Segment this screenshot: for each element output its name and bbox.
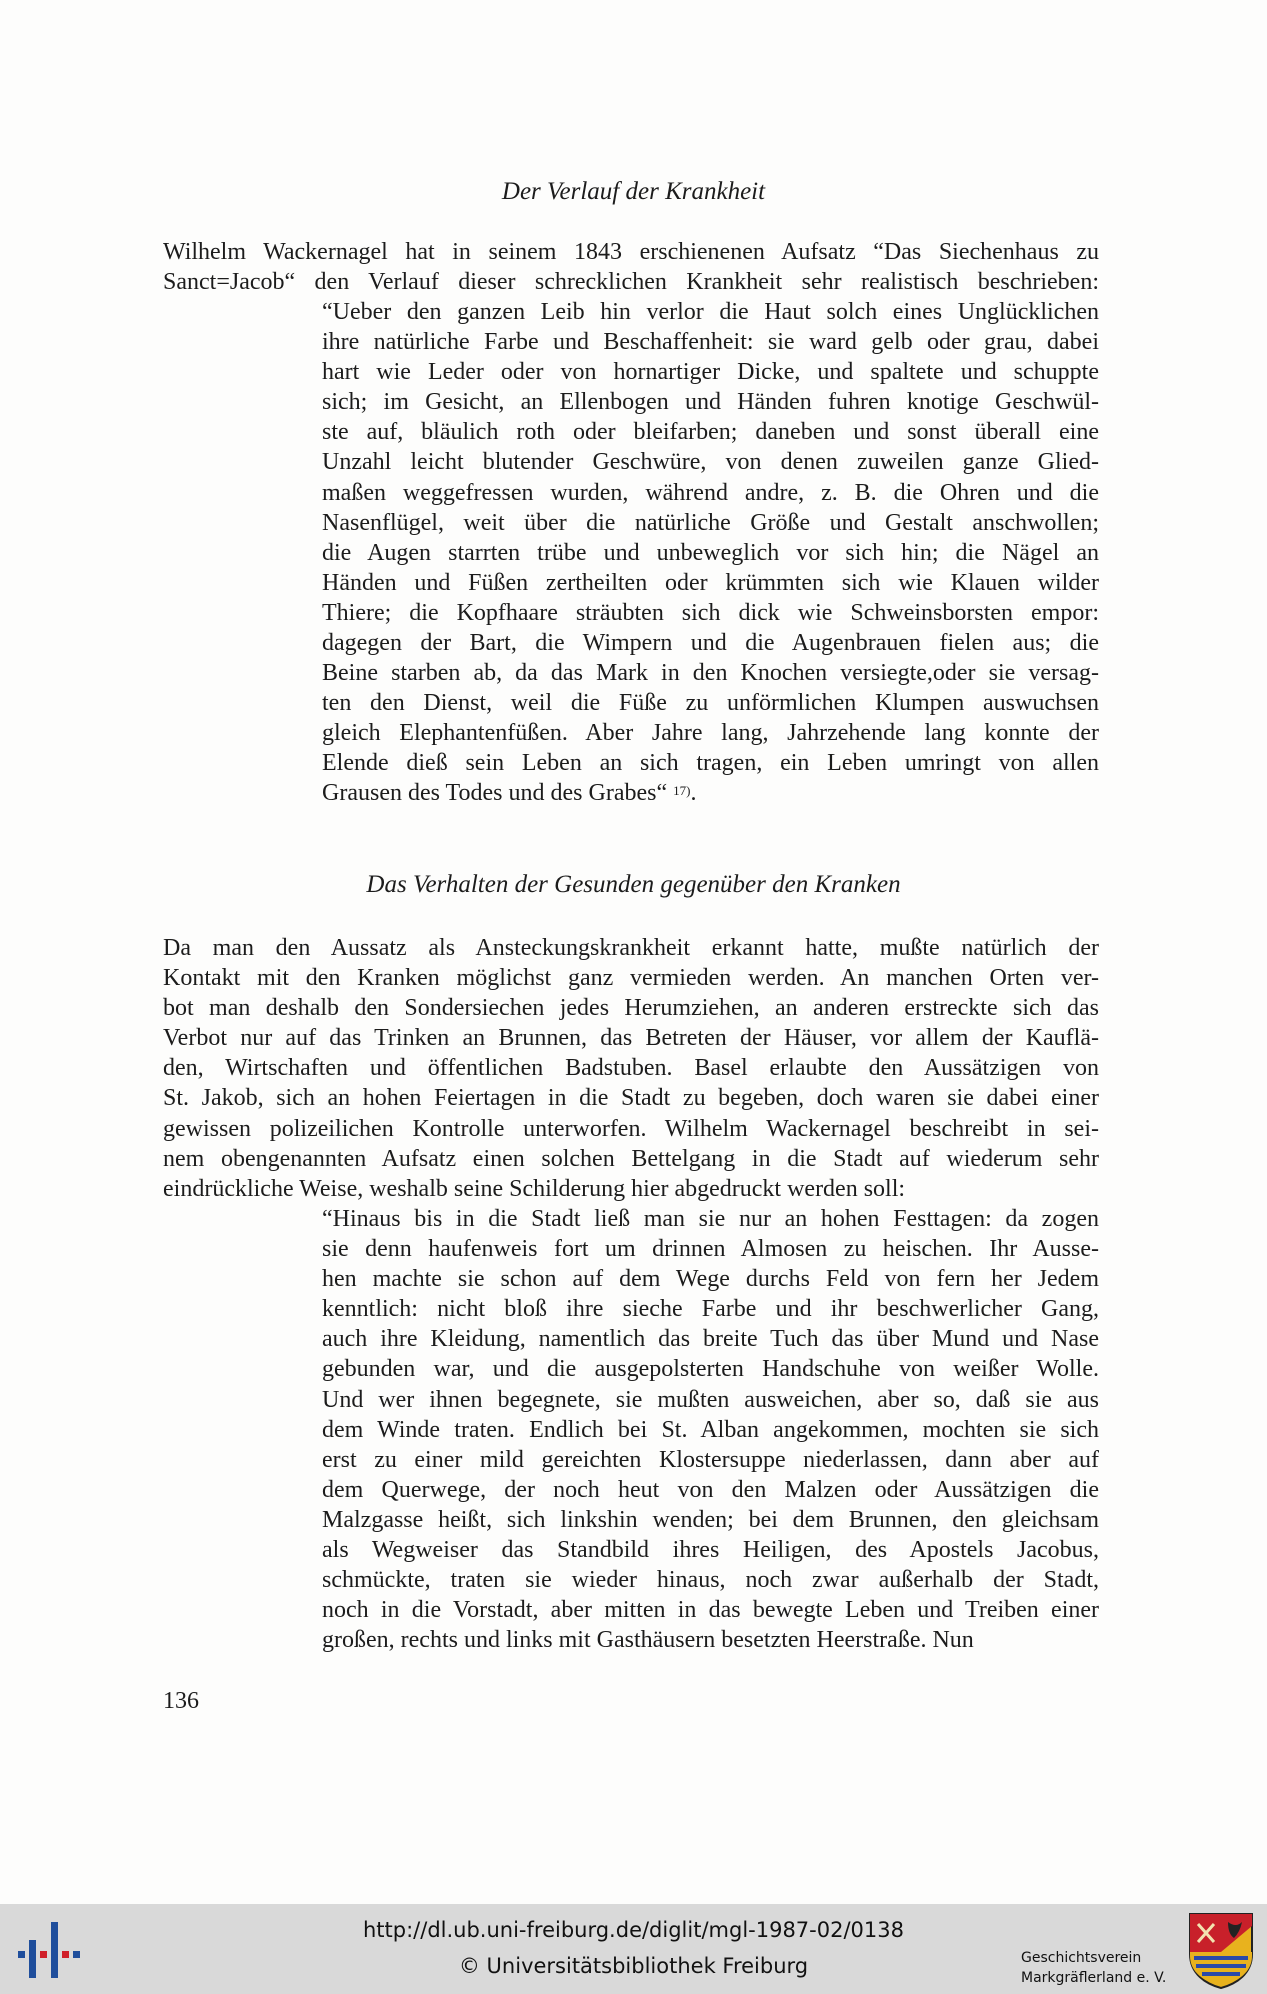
quote-line: hart wie Leder oder von hornartiger Dicke, und spaltete und schuppte [322,359,1099,386]
quote-line: gebunden war, und die ausgepolsterten Handschuhe von weißer Wolle. [322,1356,1099,1383]
quote-block-1-last-line [322,778,1099,808]
footnote-ref: 17) [673,783,691,798]
coat-of-arms-icon [1188,1912,1254,1990]
quote-line: dem Winde traten. Endlich bei St. Alban angekommen, mochten sie sich [322,1416,1099,1443]
quote-text: Grausen des Todes und des Grabes“ [322,780,668,806]
paragraph-line: gewissen polizeilichen Kontrolle unterworfen. Wilhelm Wackernagel beschreibt in sei- [163,1115,1099,1142]
quote-line: ten den Dienst, weil die Füße zu unförmlichen Klumpen auswuchsen [322,690,1099,717]
page-number: 136 [163,1688,199,1714]
quote-line: “Hinaus bis in die Stadt ließ man sie nur an hohen Festtagen: da zogen [322,1206,1099,1232]
paragraph-line: nem obengenannten Aufsatz einen solchen Bettelgang in die Stadt auf wiederum sehr [163,1145,1099,1172]
quote-line: großen, rechts und links mit Gasthäusern besetzten Heerstraße. Nun [322,1627,974,1654]
paragraph-line: Verbot nur auf das Trinken an Brunnen, das Betreten der Häuser, vor allem der Kauflä- [163,1025,1099,1052]
permalink-url[interactable]: http://dl.ub.uni-freiburg.de/diglit/mgl-1987-02/0138 [362,1918,904,1942]
quote-line: Unzahl leicht blutender Geschwüre, von denen zuweilen ganze Glied- [322,449,1099,476]
body-paragraph-last-line [163,1174,1099,1204]
quote-line: maßen weggefressen wurden, während andre, z. B. die Ohren und die [322,479,1099,506]
quote-line: Elende dieß sein Leben an sich tragen, ein Leben umringt von allen [322,750,1099,777]
quote-line: kenntlich: nicht bloß ihre sieche Farbe und ihr beschwerlicher Gang, [322,1296,1099,1323]
quote-line: dagegen der Bart, die Wimpern und die Augenbrauen fielen aus; die [322,630,1099,657]
quote-line: sie denn haufenweis fort um drinnen Almosen zu heischen. Ihr Ausse- [322,1236,1099,1263]
quote-line: ste auf, bläulich roth oder bleifarben; daneben und sonst überall eine [322,419,1099,446]
paragraph-line: Wilhelm Wackernagel hat in seinem 1843 erschienenen Aufsatz “Das Siechenhaus zu [163,239,1099,265]
quote-block-1 [322,297,1099,779]
paragraph-line: Kontakt mit den Kranken möglichst ganz vermieden werden. An manchen Orten ver- [163,965,1099,992]
quote-line: ihre natürliche Farbe und Beschaffenheit: sie ward gelb oder grau, dabei [322,329,1099,356]
quote-line: gleich Elephantenfüßen. Aber Jahre lang, Jahrzehende lang konnte der [322,720,1099,747]
body-paragraph [163,933,1099,1174]
quote-line: Nasenflügel, weit über die natürliche Größe und Gestalt anschwollen; [322,509,1099,536]
quote-line: sich; im Gesicht, an Ellenbogen und Händen fuhren knotige Geschwül- [322,389,1099,416]
intro-paragraph [163,237,1099,297]
quote-line: als Wegweiser das Standbild ihres Heiligen, des Apostels Jacobus, [322,1537,1099,1564]
section-heading-course: Der Verlauf der Krankheit [501,178,766,205]
quote-line: “Ueber den ganzen Leib hin verlor die Haut solch eines Unglücklichen [322,299,1099,325]
paragraph-line: eindrückliche Weise, weshalb seine Schilderung hier abgedruckt werden soll: [163,1176,906,1202]
copyright-notice: © Universitätsbibliothek Freiburg [458,1954,809,1978]
quote-line: die Augen starrten trübe und unbeweglich vor sich hin; die Nägel an [322,539,1099,566]
quote-line: Thiere; die Kopfhaare sträubten sich dick wie Schweinsborsten empor: [322,599,1099,626]
paragraph-line: Sanct=Jacob“ den Verlauf dieser schrecklichen Krankheit sehr realistisch beschrieben: [163,269,1099,296]
paragraph-line: den, Wirtschaften und öffentlichen Badstuben. Basel erlaubte den Aussätzigen von [163,1055,1099,1082]
quote-line: Und wer ihnen begegnete, sie mußten ausweichen, aber so, daß sie aus [322,1386,1099,1413]
quote-line: noch in die Vorstadt, aber mitten in das bewegte Leben und Treiben einer [322,1597,1099,1624]
quote-block-2 [322,1204,1099,1655]
society-line: Markgräflerland e. V. [1021,1970,1167,1986]
quote-line: Malzgasse heißt, sich linkshin wenden; bei dem Brunnen, den gleichsam [322,1506,1099,1533]
quote-end-punct: . [690,780,697,806]
quote-line: erst zu einer mild gereichten Klostersuppe niederlassen, dann aber auf [322,1446,1099,1473]
society-name [1021,1948,1166,1988]
paragraph-line: St. Jakob, sich an hohen Feiertagen in die Stadt zu begeben, doch waren sie dabei einer [163,1085,1099,1112]
paragraph-line: Da man den Aussatz als Ansteckungskrankheit erkannt hatte, mußte natürlich der [163,935,1099,961]
quote-line: hen machte sie schon auf dem Wege durchs Feld von fern her Jedem [322,1266,1099,1293]
paragraph-line: bot man deshalb den Sondersiechen jedes Herumziehen, an anderen erstreckte sich das [163,995,1099,1022]
quote-line: auch ihre Kleidung, namentlich das breite Tuch das über Mund und Nase [322,1326,1099,1353]
section-heading-behaviour: Das Verhalten der Gesunden gegenüber den Kranken [366,871,901,898]
society-line: Geschichtsverein [1021,1950,1142,1966]
quote-line: schmückte, traten sie wieder hinaus, noch zwar außerhalb der Stadt, [322,1567,1099,1594]
quote-line: Beine starben ab, da das Mark in den Knochen versiegte,oder sie versag- [322,660,1099,687]
quote-line: dem Querwege, der noch heut von den Malzen oder Aussätzigen die [322,1476,1099,1503]
quote-line: Händen und Füßen zertheilten oder krümmten sich wie Klauen wilder [322,569,1099,596]
viewer-footer [0,1904,1267,1994]
